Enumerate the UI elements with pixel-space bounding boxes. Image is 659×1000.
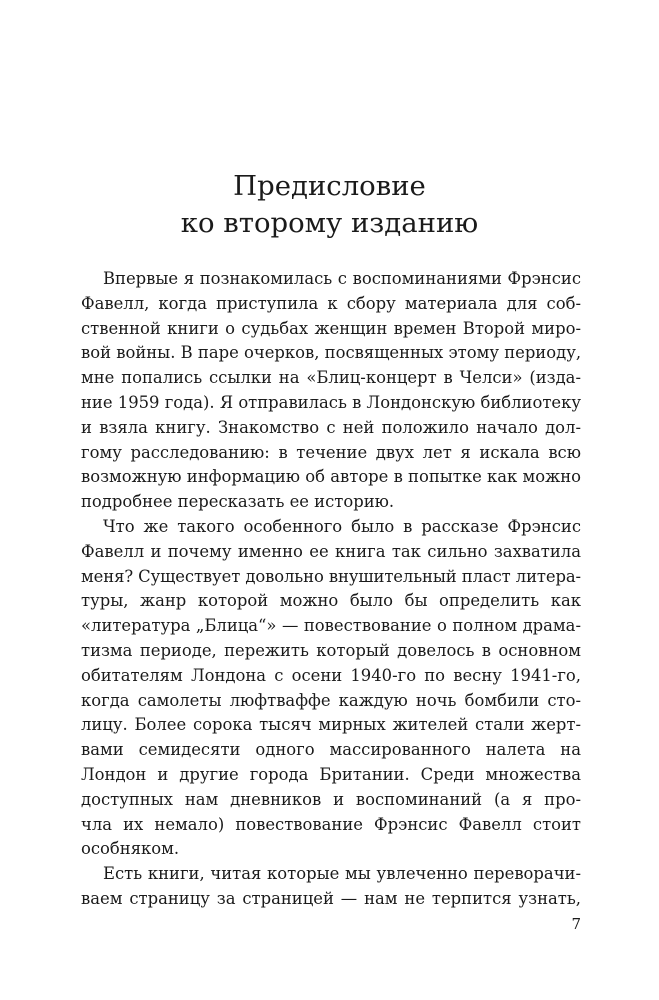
text-line: Фавелл и почему именно ее книга так сильно захватила xyxy=(81,541,581,561)
text-line: Фавелл, когда приступила к сбору материала для соб- xyxy=(81,293,581,313)
text-line: и взяла книгу. Знакомство с ней положило начало дол- xyxy=(81,417,581,437)
chapter-title xyxy=(0,168,659,242)
text-line: возможную информацию об авторе в попытке как можно xyxy=(81,467,581,487)
text-line: лицу. Более сорока тысяч мирных жителей стали жерт- xyxy=(81,715,581,735)
chapter-title-line-2: ко второму изданию xyxy=(180,207,479,239)
text-line: когда самолеты люфтваффе каждую ночь бомбили сто- xyxy=(81,690,581,710)
text-line: вой войны. В паре очерков, посвященных этому периоду, xyxy=(81,343,582,363)
text-line: обитателям Лондона с осени 1940-го по весну 1941-го, xyxy=(81,665,581,685)
paragraph-1 xyxy=(81,267,581,515)
text-line: меня? Существует довольно внушительный пласт литера- xyxy=(81,566,581,586)
paragraph-2 xyxy=(81,515,581,862)
text-line: ственной книги о судьбах женщин времен Второй миро- xyxy=(81,318,581,338)
text-line: чла их немало) повествование Фрэнсис Фавелл стоит xyxy=(81,814,581,834)
text-line: особняком. xyxy=(81,839,180,859)
text-line: тизма периоде, пережить который довелось в основном xyxy=(81,640,581,660)
body-text xyxy=(81,267,581,912)
text-line: гому расследованию: в течение двух лет я искала всю xyxy=(81,442,581,462)
text-line: доступных нам дневников и воспоминаний (а я про- xyxy=(81,789,581,809)
text-line: Лондон и другие города Британии. Среди множества xyxy=(81,764,581,784)
text-line: подробнее пересказать ее историю. xyxy=(81,492,395,512)
text-line: туры, жанр которой можно было бы определить как xyxy=(81,591,581,611)
text-line: «литература „Блица“» — повествование о полном драма- xyxy=(81,616,581,636)
paragraph-3 xyxy=(81,862,581,912)
page-number: 7 xyxy=(571,915,581,933)
text-line: Впервые я познакомилась с воспоминаниями Фрэнсис xyxy=(103,269,581,288)
text-line: вами семидесяти одного массированного налета на xyxy=(81,740,581,760)
text-line: Есть книги, читая которые мы увлеченно переворачи- xyxy=(103,864,581,884)
text-line: Что же такого особенного было в рассказе Фрэнсис xyxy=(103,516,581,536)
chapter-title-line-1: Предисловие xyxy=(233,170,426,202)
text-line: ние 1959 года). Я отправилась в Лондонскую библиотеку xyxy=(81,392,581,412)
text-line: мне попались ссылки на «Блиц-концерт в Челси» (изда- xyxy=(81,368,581,388)
text-line: ваем страницу за страницей — нам не терпится узнать, xyxy=(81,888,581,908)
